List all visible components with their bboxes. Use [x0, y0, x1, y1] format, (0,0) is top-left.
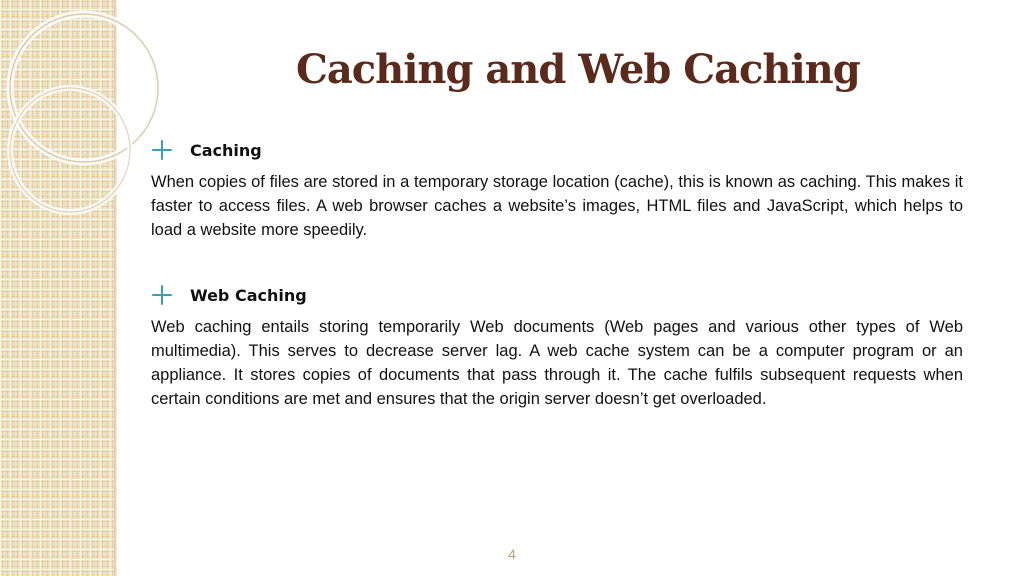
section-web-caching: [151, 281, 963, 411]
section-caching: [151, 136, 963, 242]
slide-title: Caching and Web Caching: [296, 46, 860, 93]
section-heading-row: [151, 281, 963, 309]
section-body: Web caching entails storing temporarily Web documents (Web pages and various other types of Web multimedia). This serves to decrease server lag. A web cache system can be a computer program or an appliance. It stores copies of documents that pass through it. The cache fulfils subsequent requests when certain conditions are met and ensures that the origin server doesn’t get overloaded.: [151, 318, 963, 408]
section-body: When copies of files are stored in a temporary storage location (cache), this is known as caching. This makes it faster to access files. A web browser caches a website’s images, HTML files and JavaScript, which helps to load a website more speedily.: [151, 173, 963, 239]
section-heading: Web Caching: [190, 285, 307, 305]
page-number: 4: [508, 546, 516, 562]
section-heading-row: [151, 136, 963, 164]
section-heading: Caching: [190, 140, 262, 160]
plus-icon: [152, 140, 172, 160]
plus-icon: [152, 285, 172, 305]
